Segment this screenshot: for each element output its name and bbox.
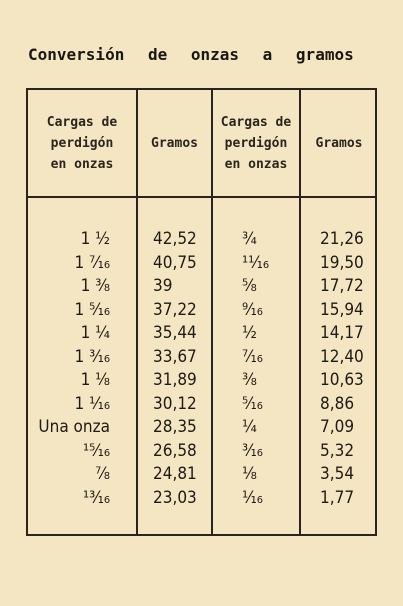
oz-right-cell: ⁷⁄₁₆ (242, 346, 263, 367)
oz-left-cell: 1 ⅛ (80, 370, 110, 390)
grams-left-cell: 30,12 (153, 393, 197, 414)
table-row (28, 393, 379, 417)
table-row (28, 228, 379, 252)
table-row (28, 299, 379, 323)
oz-right-cell: ⅛ (242, 464, 257, 484)
grams-left-cell: 40,75 (153, 252, 197, 273)
grams-right-cell: 14,17 (320, 323, 364, 343)
oz-right-cell: ¹¹⁄₁₆ (242, 252, 270, 273)
grams-left-cell: 33,67 (153, 346, 197, 367)
table-row (28, 322, 379, 346)
oz-left-cell: Una onza (38, 417, 110, 437)
grams-right-cell: 15,94 (320, 299, 364, 320)
oz-right-cell: ⁹⁄₁₆ (242, 299, 263, 320)
oz-right-cell: ⁵⁄₁₆ (242, 393, 263, 414)
header-oz-left-label: Cargas de perdigón en onzas (46, 114, 118, 172)
grams-right-cell: 5,32 (320, 440, 355, 461)
grams-right-cell: 7,09 (320, 417, 355, 437)
oz-left-cell: ⅞ (95, 464, 110, 484)
page-title: Conversión de onzas a gramos (28, 45, 354, 64)
table-row (28, 440, 379, 464)
oz-right-cell: ¼ (242, 417, 257, 437)
oz-left-cell: 1 ³⁄₈ (80, 276, 110, 296)
oz-left-cell: 1 ½ (80, 229, 110, 249)
table-row (28, 275, 379, 299)
grams-left-cell: 26,58 (153, 440, 197, 461)
header-grams-left-label: Gramos (151, 135, 198, 151)
header-grams-left (138, 90, 211, 196)
header-oz-right-label: Cargas de perdigón en onzas (220, 114, 292, 172)
grams-right-cell: 12,40 (320, 346, 364, 367)
table-row (28, 369, 379, 393)
table-row (28, 346, 379, 370)
table-row (28, 416, 379, 440)
header-oz-right (213, 90, 299, 196)
table-body (28, 228, 379, 510)
grams-right-cell: 10,63 (320, 370, 364, 390)
conversion-table (26, 88, 377, 536)
header-grams-right-label: Gramos (315, 135, 363, 151)
grams-right-cell: 17,72 (320, 276, 364, 296)
oz-right-cell: ⁵⁄₈ (242, 276, 257, 296)
table-row (28, 487, 379, 511)
oz-right-cell: ¹⁄₁₆ (242, 487, 263, 508)
grams-left-cell: 23,03 (153, 487, 197, 508)
header-divider (28, 196, 375, 198)
grams-right-cell: 21,26 (320, 229, 364, 249)
table-row (28, 463, 379, 487)
header-oz-left (28, 90, 136, 196)
oz-left-cell: 1 ¹⁄₁₆ (74, 393, 110, 414)
grams-right-cell: 1,77 (320, 487, 355, 508)
grams-left-cell: 28,35 (153, 417, 197, 437)
oz-right-cell: ¾ (242, 229, 257, 249)
oz-right-cell: ½ (242, 323, 257, 343)
grams-right-cell: 19,50 (320, 252, 364, 273)
grams-right-cell: 3,54 (320, 464, 355, 484)
header-grams-right (301, 90, 377, 196)
table-row (28, 252, 379, 276)
oz-left-cell: ¹⁵⁄₁₆ (82, 440, 110, 461)
grams-left-cell: 42,52 (153, 229, 197, 249)
oz-left-cell: 1 ⁷⁄₁₆ (74, 252, 110, 273)
grams-right-cell: 8,86 (320, 393, 355, 414)
grams-left-cell: 35,44 (153, 323, 197, 343)
oz-right-cell: ³⁄₁₆ (242, 440, 263, 461)
oz-left-cell: 1 ⁵⁄₁₆ (74, 299, 110, 320)
oz-left-cell: 1 ¼ (80, 323, 110, 343)
grams-left-cell: 39 (153, 276, 173, 296)
grams-left-cell: 24,81 (153, 464, 197, 484)
grams-left-cell: 31,89 (153, 370, 197, 390)
oz-left-cell: ¹³⁄₁₆ (82, 487, 110, 508)
grams-left-cell: 37,22 (153, 299, 197, 320)
oz-left-cell: 1 ³⁄₁₆ (74, 346, 110, 367)
oz-right-cell: ⅜ (242, 370, 257, 390)
